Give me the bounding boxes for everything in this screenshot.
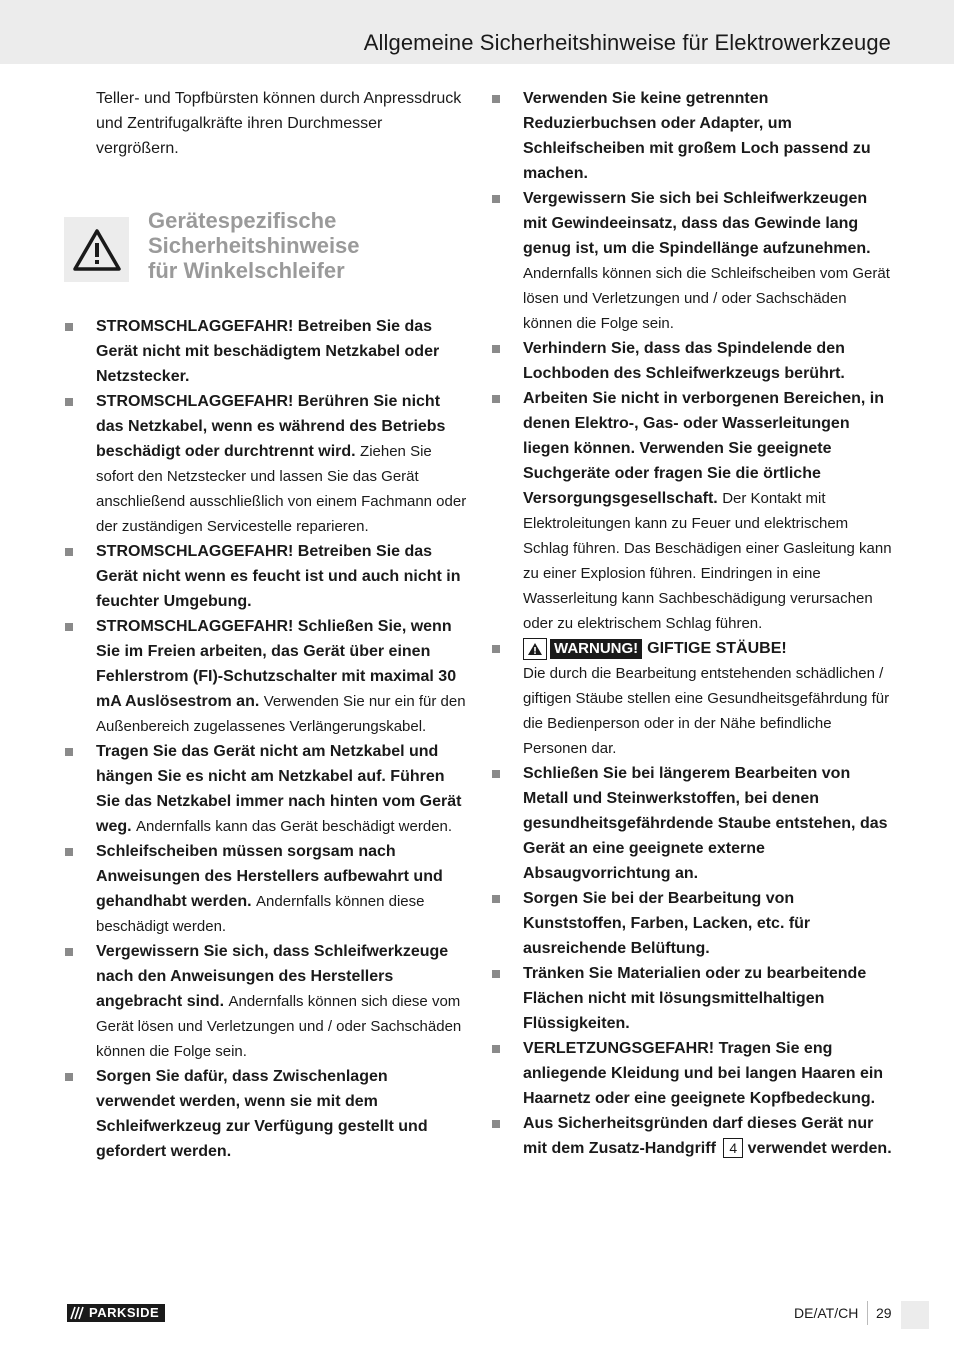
intro-paragraph: Teller- und Topfbürsten können durch Anpressdruck und Zentrifugalkräfte ihren Durchmesser vergrößern. — [96, 90, 462, 157]
item-bold-text: Vergewissern Sie sich bei Schleifwerkzeugen mit Gewindeeinsatz, dass das Gewinde lang genug ist, um die Spindellänge aufzunehmen. — [523, 190, 871, 257]
item-bold-text: Verhindern Sie, dass das Spindelende den Lochboden des Schleifwerkzeugs berührt. — [523, 340, 845, 382]
item-bold-text: Vergewissern Sie sich, dass Schleifwerkzeuge nach den Anweisungen des Herstellers angebracht sind. — [96, 943, 449, 1010]
bullet-icon — [492, 970, 500, 978]
page-number: 29 — [876, 1305, 892, 1321]
section-title — [148, 208, 360, 283]
bullet-icon — [65, 623, 73, 631]
item-normal-text: Verwenden Sie nur ein für den Außenbereich zugelassenes Verlängerungskabel. — [96, 693, 466, 735]
left-column — [96, 86, 468, 161]
bullet-icon — [65, 748, 73, 756]
page-header — [0, 0, 954, 64]
list-item — [96, 614, 468, 739]
bullet-icon — [65, 398, 73, 406]
section-header — [64, 208, 468, 292]
bullet-icon — [492, 895, 500, 903]
bullet-icon — [65, 1073, 73, 1081]
item-bold-text: STROMSCHLAGGEFAHR! Betreiben Sie das Gerät nicht wenn es feucht ist und auch nicht in feuchter Umgebung. — [96, 543, 461, 610]
list-item — [96, 1064, 468, 1164]
item-bold-text: Tränken Sie Materialien oder zu bearbeitende Flächen nicht mit lösungsmittelhaltigen Flüssigkeiten. — [523, 965, 867, 1032]
warning-heading: GIFTIGE STÄUBE! — [647, 640, 787, 657]
list-item — [523, 1036, 895, 1111]
bullet-icon — [492, 345, 500, 353]
brand-name: PARKSIDE — [85, 1304, 165, 1322]
list-item — [96, 939, 468, 1064]
item-normal-text: Ziehen Sie sofort den Netzstecker und lassen Sie das Gerät anschließend ausschließlich von einem Fachmann oder der zuständigen Servicestelle reparieren. — [96, 443, 467, 535]
page-title: Allgemeine Sicherheitshinweise für Elektrowerkzeuge — [363, 30, 891, 55]
item-bold-text: STROMSCHLAGGEFAHR! Berühren Sie nicht das Netzkabel, wenn es während des Betriebs beschädigt oder durchtrennt wird. — [96, 393, 446, 460]
logo-stripes-icon — [67, 1304, 85, 1322]
item-normal-text: Andernfalls kann das Gerät beschädigt werden. — [136, 818, 453, 835]
right-column — [523, 86, 895, 1161]
bullet-icon — [492, 1045, 500, 1053]
bullet-icon — [65, 848, 73, 856]
region-code: DE/AT/CH — [794, 1305, 859, 1321]
warning-label: WARNUNG! — [550, 639, 642, 659]
list-item — [96, 389, 468, 539]
list-item — [523, 386, 895, 636]
item-normal-text: Andernfalls können diese beschädigt werden. — [96, 893, 425, 935]
footer-corner-box — [901, 1301, 929, 1329]
bullet-icon — [65, 548, 73, 556]
left-safety-list — [96, 314, 468, 1164]
bullet-icon — [65, 323, 73, 331]
item-normal-text: Andernfalls können sich diese vom Gerät lösen und Verletzungen und / oder Sachschäden können die Folge sein. — [96, 993, 462, 1060]
item-bold-text: Verwenden Sie keine getrennten Reduzierbuchsen oder Adapter, um Schleifscheiben mit großem Loch passend zu machen. — [523, 90, 871, 182]
bullet-icon — [492, 1120, 500, 1128]
item-normal-text: Andernfalls können sich die Schleifscheiben vom Gerät lösen und Verletzungen und / oder Sachschäden können die Folge sein. — [523, 265, 890, 332]
list-item — [96, 739, 468, 839]
list-item — [96, 539, 468, 614]
item-bold-text: VERLETZUNGSGEFAHR! Tragen Sie eng anliegende Kleidung und bei langen Haaren ein Haarnetz oder eine geeignete Kopfbedeckung. — [523, 1040, 884, 1107]
section-title-line: Gerätespezifische — [148, 208, 337, 233]
list-item — [96, 314, 468, 389]
brand-logo — [67, 1304, 165, 1322]
list-item — [96, 839, 468, 939]
item-bold-text: verwendet werden. — [747, 1140, 892, 1157]
item-bold-text: STROMSCHLAGGEFAHR! Betreiben Sie das Gerät nicht mit beschädigtem Netzkabel oder Netzstecker. — [96, 318, 440, 385]
item-bold-text: Sorgen Sie dafür, dass Zwischenlagen verwendet werden, wenn sie mit dem Schleifwerkzeug zur Verfügung gestellt und gefordert werden. — [96, 1068, 428, 1160]
list-item — [523, 86, 895, 186]
item-bold-text: Tragen Sie das Gerät nicht am Netzkabel und hängen Sie es nicht am Netzkabel auf. Führen Sie das Netzkabel immer nach hinten vom Gerät weg. — [96, 743, 462, 835]
bullet-icon — [492, 645, 500, 653]
left-list-wrapper — [96, 314, 468, 1164]
bullet-icon — [492, 95, 500, 103]
list-item — [523, 336, 895, 386]
bullet-icon — [65, 948, 73, 956]
item-bold-text: Sorgen Sie bei der Bearbeitung von Kunststoffen, Farben, Lacken, etc. für ausreichende Belüftung. — [523, 890, 811, 957]
warning-badge — [523, 638, 647, 660]
section-title-line: für Winkelschleifer — [148, 258, 345, 283]
item-bold-text: Aus Sicherheitsgründen darf dieses Gerät nur mit dem Zusatz-Handgriff — [523, 1115, 874, 1157]
footer-divider — [867, 1301, 868, 1325]
warning-triangle-icon — [523, 638, 547, 660]
bullet-icon — [492, 770, 500, 778]
item-bold-text: STROMSCHLAGGEFAHR! Schließen Sie, wenn Sie im Freien arbeiten, das Gerät über einen Fehlerstrom (FI)-Schutzschalter mit maximal 30 mA Auslösestrom an. — [96, 618, 457, 710]
item-bold-text: Arbeiten Sie nicht in verborgenen Bereichen, in denen Elektro-, Gas- oder Wasserleitungen liegen können. Verwenden Sie geeignete Suchgeräte oder fragen Sie die örtliche Versorgungsgesellschaft. — [523, 390, 884, 507]
item-normal-text: Der Kontakt mit Elektroleitungen kann zu Feuer und elektrischem Schlag führen. Das Beschädigen einer Gasleitung kann zu einer Explosion führen. Eindringen in eine Wasserleitung kann Sachbeschädigung verursachen oder zu elektrischem Schlag führen. — [523, 490, 892, 632]
section-title-line: Sicherheitshinweise — [148, 233, 360, 258]
item-bold-text: Schließen Sie bei längerem Bearbeiten von Metall und Steinwerkstoffen, bei denen gesundheitsgefährdende Staube entstehen, das Gerät an eine geeignete externe Absaugvorrichtung an. — [523, 765, 888, 882]
warning-triangle-icon — [64, 217, 129, 282]
list-item — [523, 1111, 895, 1161]
warning-list-item — [523, 636, 895, 761]
list-item — [523, 961, 895, 1036]
bullet-icon — [492, 195, 500, 203]
list-item — [523, 186, 895, 336]
item-bold-text: Schleifscheiben müssen sorgsam nach Anweisungen des Herstellers aufbewahrt und gehandhabt werden. — [96, 843, 443, 910]
part-reference-box: 4 — [723, 1138, 743, 1158]
list-item — [523, 886, 895, 961]
bullet-icon — [492, 395, 500, 403]
list-item — [523, 761, 895, 886]
right-safety-list — [523, 86, 895, 1161]
warning-text: Die durch die Bearbeitung entstehenden schädlichen / giftigen Stäube stellen eine Gesundheitsgefährdung für die Bedienperson oder in der Nähe befindliche Personen dar. — [523, 665, 890, 757]
